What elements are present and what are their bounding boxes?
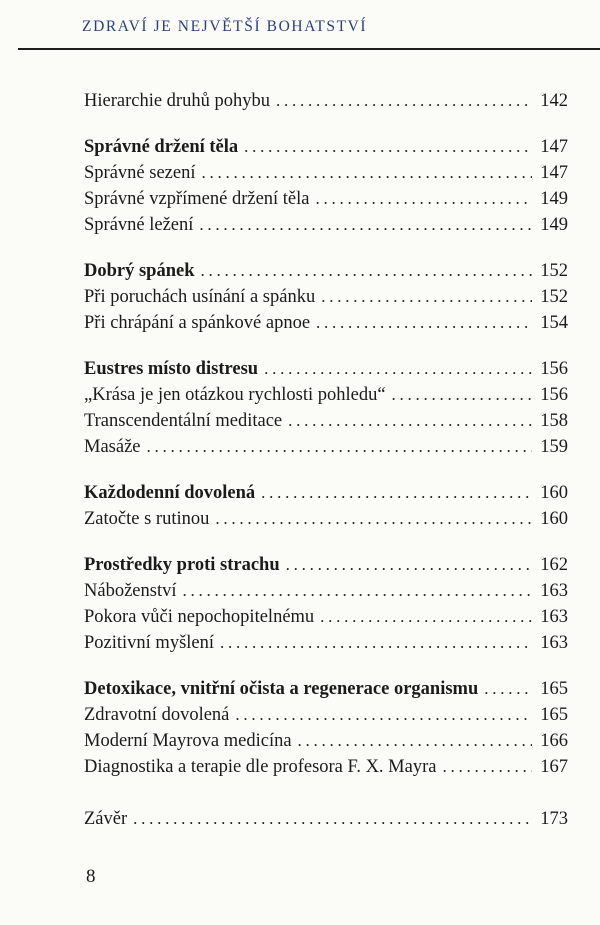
toc-entry-page: 156	[540, 359, 568, 379]
toc-leader-dots	[215, 506, 532, 532]
toc-entry	[84, 702, 568, 728]
toc-entry-title: Masáže	[84, 437, 141, 457]
toc-entry-page: 149	[540, 215, 568, 235]
toc-entry-title: Správné ležení	[84, 215, 194, 235]
toc-entry	[84, 630, 568, 656]
toc-entry-page: 173	[540, 809, 568, 829]
toc-entry-page: 163	[540, 633, 568, 653]
toc-entry-title: Moderní Mayrova medicína	[84, 731, 292, 751]
toc-leader-dots	[298, 728, 532, 754]
toc-entry-title: Při chrápání a spánkové apnoe	[84, 313, 311, 333]
toc-leader-dots	[199, 212, 532, 238]
toc-entry	[84, 382, 568, 408]
toc-entry-title: Při poruchách usínání a spánku	[84, 287, 316, 307]
toc-leader-dots	[276, 88, 532, 114]
toc-entry-title: Zatočte s rutinou	[84, 509, 210, 529]
toc-spacer	[84, 336, 568, 356]
toc-leader-dots	[264, 356, 532, 382]
toc-spacer	[84, 460, 568, 480]
toc-entry-title: Dobrý spánek	[84, 261, 195, 281]
toc-spacer	[84, 238, 568, 258]
toc-entry	[84, 434, 568, 460]
toc-entry	[84, 284, 568, 310]
toc-entry-page: 154	[540, 313, 568, 333]
toc-entry-page: 162	[540, 555, 568, 575]
toc-section-entry	[84, 258, 568, 284]
toc-entry-page: 160	[540, 483, 568, 503]
toc-entry-title: Správné sezení	[84, 163, 196, 183]
toc-leader-dots	[442, 754, 532, 780]
toc-entry-page: 163	[540, 607, 568, 627]
toc-leader-dots	[392, 382, 532, 408]
toc-section-entry	[84, 134, 568, 160]
toc-leader-dots	[147, 434, 533, 460]
toc-leader-dots	[320, 604, 532, 630]
toc-leader-dots	[321, 284, 532, 310]
toc-leader-dots	[484, 676, 532, 702]
toc-leader-dots	[316, 186, 533, 212]
toc-entry-title: Transcendentální meditace	[84, 411, 283, 431]
toc-spacer	[84, 114, 568, 134]
toc-entry	[84, 506, 568, 532]
toc-entry-page: 165	[540, 705, 568, 725]
toc-leader-dots	[288, 408, 532, 434]
toc-entry-title: Eustres místo distresu	[84, 359, 259, 379]
page-number: 8	[86, 866, 96, 887]
toc-entry-page: 166	[540, 731, 568, 751]
toc-section-entry	[84, 356, 568, 382]
toc-entry-page: 149	[540, 189, 568, 209]
toc-leader-dots	[133, 806, 532, 832]
toc-spacer	[84, 532, 568, 552]
toc-entry-page: 142	[540, 91, 568, 111]
toc-leader-dots	[182, 578, 532, 604]
toc-entry-title: Správné držení těla	[84, 137, 239, 157]
toc-entry	[84, 88, 568, 114]
toc-entry-title: „Krása je jen otázkou rychlosti pohledu“	[84, 385, 386, 405]
toc-entry-page: 159	[540, 437, 568, 457]
toc-entry-title: Náboženství	[84, 581, 177, 601]
toc-spacer	[84, 656, 568, 676]
toc-entry	[84, 186, 568, 212]
toc-entry-page: 158	[540, 411, 568, 431]
toc-section-entry	[84, 480, 568, 506]
toc-entry	[84, 604, 568, 630]
toc-entry	[84, 310, 568, 336]
toc-entry-title: Prostředky proti strachu	[84, 555, 280, 575]
toc-entry-title: Závěr	[84, 809, 128, 829]
toc-entry-title: Hierarchie druhů pohybu	[84, 91, 270, 111]
toc-leader-dots	[235, 702, 532, 728]
toc-entry-title: Správné vzpřímené držení těla	[84, 189, 310, 209]
toc-entry-title: Zdravotní dovolená	[84, 705, 230, 725]
toc-leader-dots	[316, 310, 532, 336]
table-of-contents	[84, 88, 568, 832]
toc-entry	[84, 212, 568, 238]
toc-leader-dots	[261, 480, 532, 506]
header-rule	[18, 48, 600, 50]
toc-entry-title: Detoxikace, vnitřní očista a regenerace organismu	[84, 679, 479, 699]
toc-section-entry	[84, 552, 568, 578]
toc-entry	[84, 728, 568, 754]
toc-entry	[84, 408, 568, 434]
toc-entry-page: 147	[540, 163, 568, 183]
toc-section-entry	[84, 676, 568, 702]
toc-entry-title: Diagnostika a terapie dle profesora F. X. Mayra	[84, 757, 437, 777]
toc-entry-title: Každodenní dovolená	[84, 483, 256, 503]
toc-leader-dots	[201, 258, 532, 284]
toc-leader-dots	[244, 134, 532, 160]
toc-entry-title: Pokora vůči nepochopitelnému	[84, 607, 315, 627]
toc-entry-page: 163	[540, 581, 568, 601]
toc-entry-page: 152	[540, 287, 568, 307]
toc-entry-page: 165	[540, 679, 568, 699]
toc-entry-title: Pozitivní myšlení	[84, 633, 215, 653]
toc-leader-dots	[286, 552, 532, 578]
toc-entry	[84, 754, 568, 780]
toc-entry-page: 160	[540, 509, 568, 529]
toc-spacer	[84, 780, 568, 806]
toc-entry	[84, 578, 568, 604]
toc-entry-page: 147	[540, 137, 568, 157]
toc-entry-page: 156	[540, 385, 568, 405]
running-head: ZDRAVÍ JE NEJVĚTŠÍ BOHATSTVÍ	[82, 18, 368, 35]
toc-leader-dots	[220, 630, 532, 656]
toc-entry	[84, 160, 568, 186]
toc-entry-page: 167	[540, 757, 568, 777]
toc-entry-page: 152	[540, 261, 568, 281]
toc-entry	[84, 806, 568, 832]
toc-leader-dots	[201, 160, 532, 186]
